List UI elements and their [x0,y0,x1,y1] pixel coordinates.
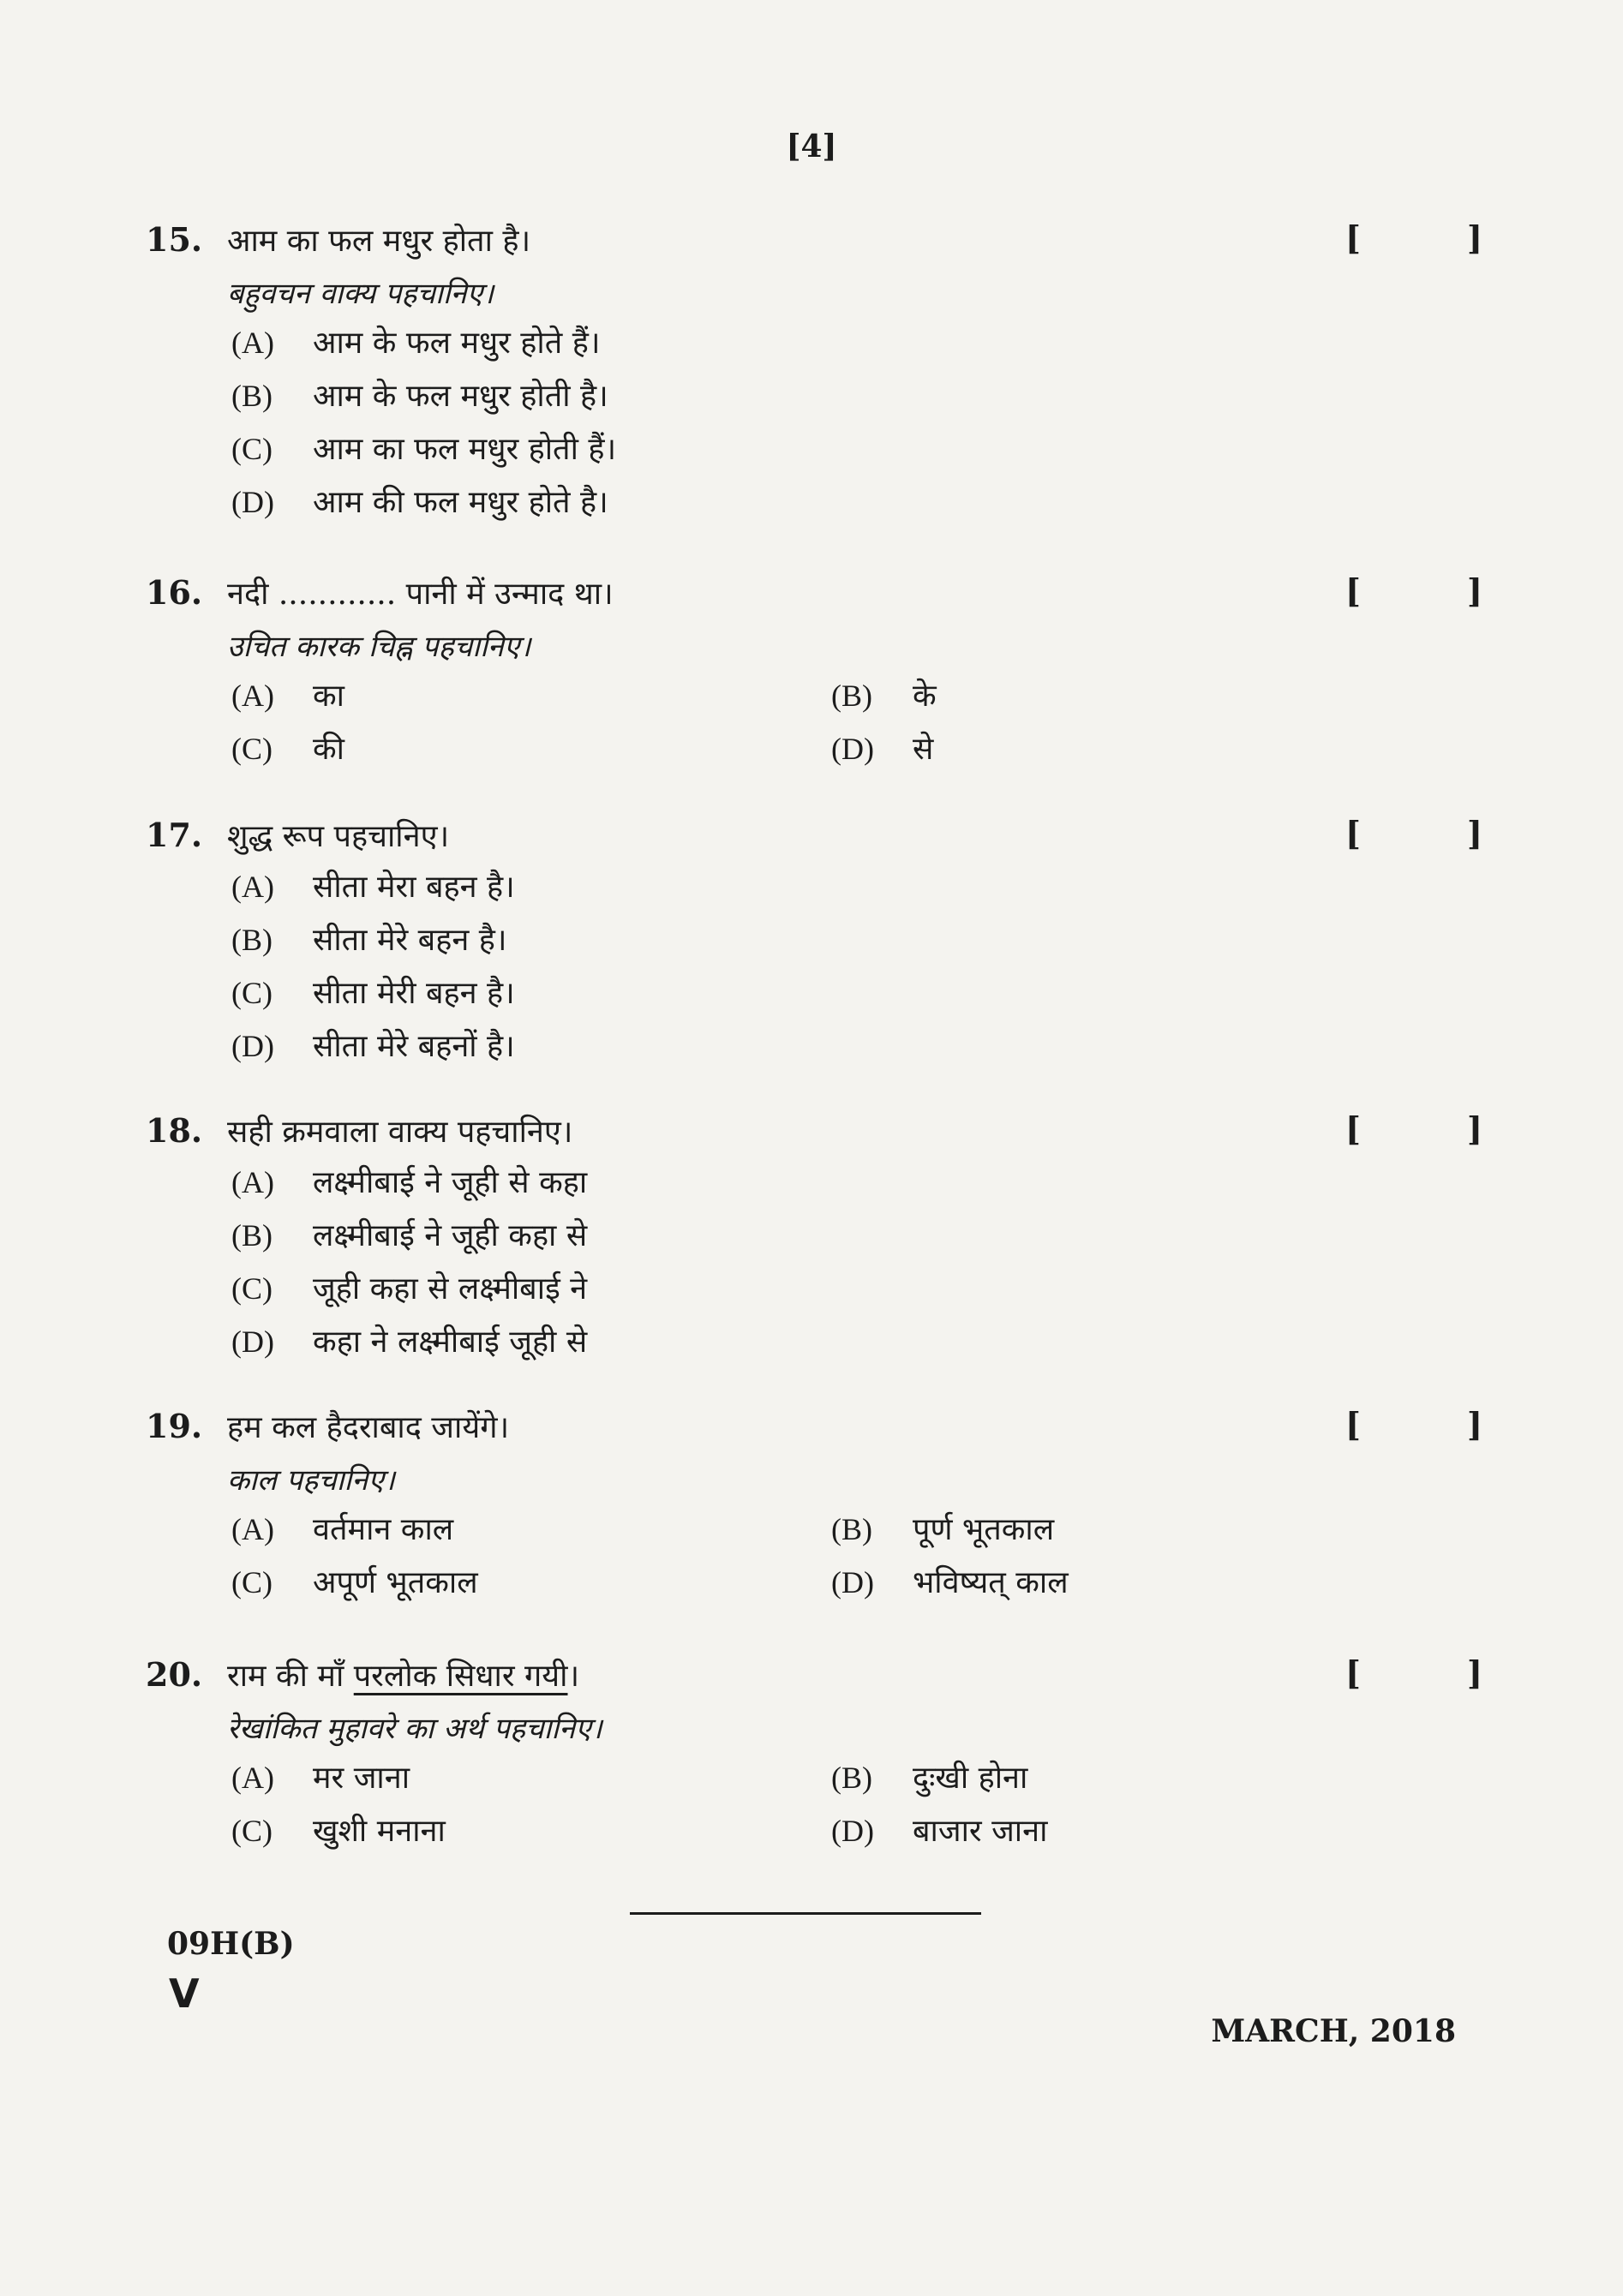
underlined-idiom: परलोक सिधार गयी [353,1659,568,1694]
question-19 [146,1405,1482,1613]
option-b[interactable]: (B) लक्ष्मीबाई ने जूही कहा से [231,1218,588,1253]
option-d[interactable]: (D) भविष्यत् काल [831,1565,1069,1600]
question-text: आम का फल मधुर होता है। [227,224,531,259]
version-mark: V [169,1970,200,2017]
option-d[interactable]: (D) सीता मेरे बहनों है। [231,1029,515,1064]
option-c[interactable]: (C) सीता मेरी बहन है। [231,976,515,1011]
question-instruction: रेखांकित मुहावरे का अर्थ पहचानिए। [227,1712,602,1746]
option-c[interactable]: (C) अपूर्ण भूतकाल [231,1565,478,1600]
option-b[interactable]: (B) पूर्ण भूतकाल [831,1512,1055,1547]
options-grid [231,673,1474,780]
question-text: सही क्रमवाला वाक्य पहचानिए। [227,1115,573,1150]
paper-code: 09H(B) [167,1926,295,1962]
question-number: 15. [146,220,203,259]
question-16 [146,571,1482,780]
question-text: हम कल हैदराबाद जायेंगे। [227,1410,510,1445]
question-18 [146,1109,1482,1372]
question-17 [146,814,1482,1077]
question-number: 17. [146,816,203,854]
option-b[interactable]: (B) सीता मेरे बहन है। [231,923,507,958]
question-instruction: काल पहचानिए। [227,1463,395,1498]
answer-bracket[interactable]: [ ] [1345,1653,1482,1692]
options-list [231,320,1474,533]
question-text: राम की माँ परलोक सिधार गयी। [227,1659,580,1694]
question-number: 19. [146,1407,203,1445]
option-d[interactable]: (D) से [831,732,934,767]
option-d[interactable]: (D) कहा ने लक्ष्मीबाई जूही से [231,1324,588,1360]
answer-bracket[interactable]: [ ] [1345,814,1482,852]
question-number: 16. [146,573,203,612]
option-a[interactable]: (A) आम के फल मधुर होते हैं। [231,326,601,361]
option-b[interactable]: (B) दुःखी होना [831,1761,1028,1796]
question-number: 20. [146,1655,203,1694]
question-20 [146,1653,1482,1862]
options-list [231,864,1474,1077]
options-grid [231,1755,1474,1862]
option-d[interactable]: (D) आम की फल मधुर होते है। [231,485,608,520]
exam-date: MARCH, 2018 [1211,2013,1456,2049]
answer-bracket[interactable]: [ ] [1345,218,1482,257]
option-c[interactable]: (C) जूही कहा से लक्ष्मीबाई ने [231,1271,588,1306]
options-list [231,1160,1474,1372]
end-divider [630,1912,981,1915]
option-c[interactable]: (C) खुशी मनाना [231,1814,446,1849]
option-a[interactable]: (A) सीता मेरा बहन है। [231,870,515,905]
question-number: 18. [146,1111,203,1150]
options-grid [231,1507,1474,1613]
option-c[interactable]: (C) की [231,732,344,767]
question-instruction: बहुवचन वाक्य पहचानिए। [227,277,494,311]
answer-bracket[interactable]: [ ] [1345,1109,1482,1148]
question-instruction: उचित कारक चिह्न पहचानिए। [227,630,531,664]
answer-bracket[interactable]: [ ] [1345,571,1482,610]
question-text: नदी ............ पानी में उन्माद था। [227,577,614,612]
option-c[interactable]: (C) आम का फल मधुर होती हैं। [231,432,617,467]
option-a[interactable]: (A) लक्ष्मीबाई ने जूही से कहा [231,1165,588,1200]
answer-bracket[interactable]: [ ] [1345,1405,1482,1444]
question-15 [146,218,1482,533]
option-a[interactable]: (A) मर जाना [231,1761,410,1796]
option-a[interactable]: (A) का [231,679,344,714]
option-b[interactable]: (B) के [831,679,937,714]
option-d[interactable]: (D) बाजार जाना [831,1814,1048,1849]
question-text: शुद्ध रूप पहचानिए। [227,819,450,854]
option-b[interactable]: (B) आम के फल मधुर होती है। [231,379,608,414]
page-number: [4] [786,129,837,164]
option-a[interactable]: (A) वर्तमान काल [231,1512,454,1547]
